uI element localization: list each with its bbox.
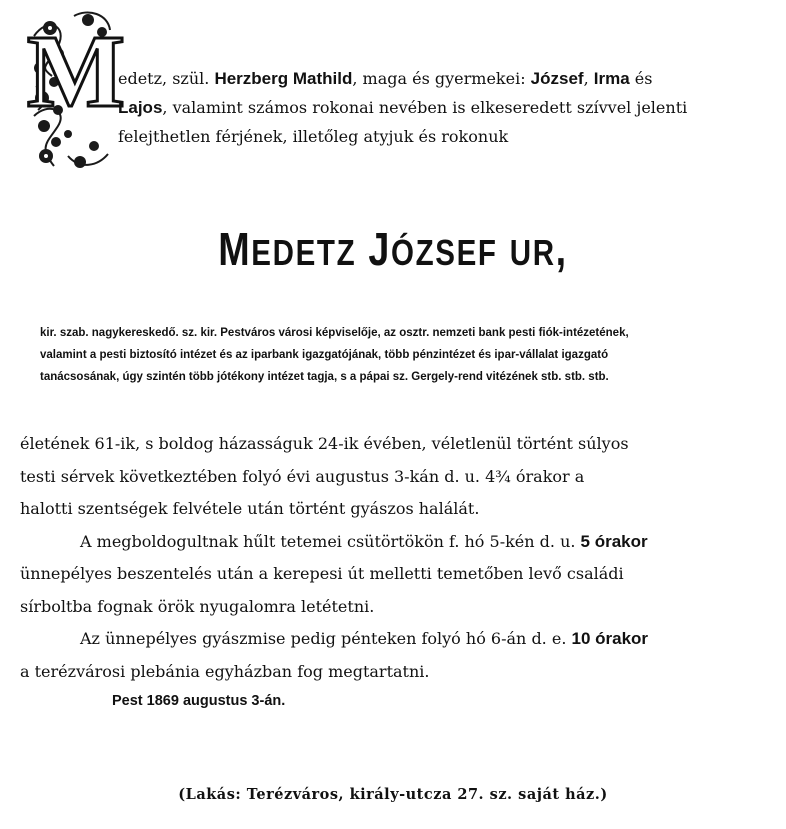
child-name: József [530, 69, 584, 88]
body-line: halotti szentségek felvétele után történt gyászos halálát. [20, 499, 480, 518]
intro-line-1 [118, 64, 768, 93]
honorific: UR [509, 232, 556, 273]
ornamental-initial-m [26, 6, 126, 174]
body-text: A megboldogultnak hűlt tetemei csütörtökön f. hó 5-kén d. u. [80, 531, 581, 551]
name-punct: , [555, 223, 568, 275]
intro-text: , [583, 69, 594, 88]
svg-text:M: M [26, 14, 126, 129]
widow-name: Herzberg Mathild [214, 69, 353, 88]
deceased-titles [40, 322, 762, 388]
intro-text: , maga és gyermekei: [352, 69, 531, 88]
name-space [356, 223, 368, 275]
intro-text: , valamint számos rokonai nevében is elkeseredett szívvel jelenti [162, 98, 688, 117]
name-letter: J [368, 223, 392, 275]
body-line [20, 526, 766, 559]
body-line: sírboltba fognak örök nyugalomra letétetni. [20, 596, 375, 616]
intro-text: szül. [172, 69, 215, 88]
titles-line: kir. szab. nagykereskedő. sz. kir. Pestváros városi képviselője, az osztr. nemzeti bank pesti fiók-intézetének, [40, 327, 629, 339]
intro-line-3: felejthetlen férjének, illetőleg atyjuk és rokonuk [118, 127, 509, 146]
place-date: Pest 1869 augustus 3-án. [112, 693, 286, 709]
intro-paragraph [118, 64, 768, 151]
intro-text: és [629, 69, 653, 88]
name-letters: ÓZSEF [391, 232, 498, 273]
announcement-body [20, 428, 766, 688]
floral-ornament-icon [26, 6, 126, 174]
body-text: Az ünnepélyes gyászmise pedig pénteken folyó hó 6-án d. e. [80, 629, 572, 648]
residence-address: (Lakás: Terézváros, király-utcza 27. sz. saját ház.) [178, 786, 608, 803]
intro-text: edetz, [118, 69, 173, 88]
titles-line: tanácsosának, úgy szintén több jótékony intézet tagja, s a pápai sz. Gergely-rend vitézének stb. stb. stb. [40, 371, 609, 383]
name-letters: EDETZ [251, 232, 357, 273]
deceased-name-heading [71, 222, 716, 276]
body-line: életének 61-ik, s boldog házasságuk 24-ik évében, véletlenül történt súlyos [20, 434, 629, 453]
name-letter: M [218, 223, 252, 275]
intro-line-2 [118, 93, 768, 122]
mass-time: 10 órakor [571, 629, 649, 648]
child-name: Irma [593, 69, 630, 88]
child-name: Lajos [118, 98, 163, 117]
body-line [20, 623, 766, 656]
funeral-time: 5 órakor [580, 531, 648, 551]
body-line: a terézvárosi plebánia egyházban fog megtartatni. [20, 661, 430, 681]
body-line: ünnepélyes beszentelés után a kerepesi út melletti temetőben levő családi [20, 564, 624, 583]
body-line: testi sérvek következtében folyó évi augustus 3-kán d. u. 4¾ órakor a [20, 466, 585, 486]
titles-line: valamint a pesti biztosító intézet és az iparbank igazgatójának, több pénzintézet és ipar-vállalat igazgató [40, 349, 609, 361]
